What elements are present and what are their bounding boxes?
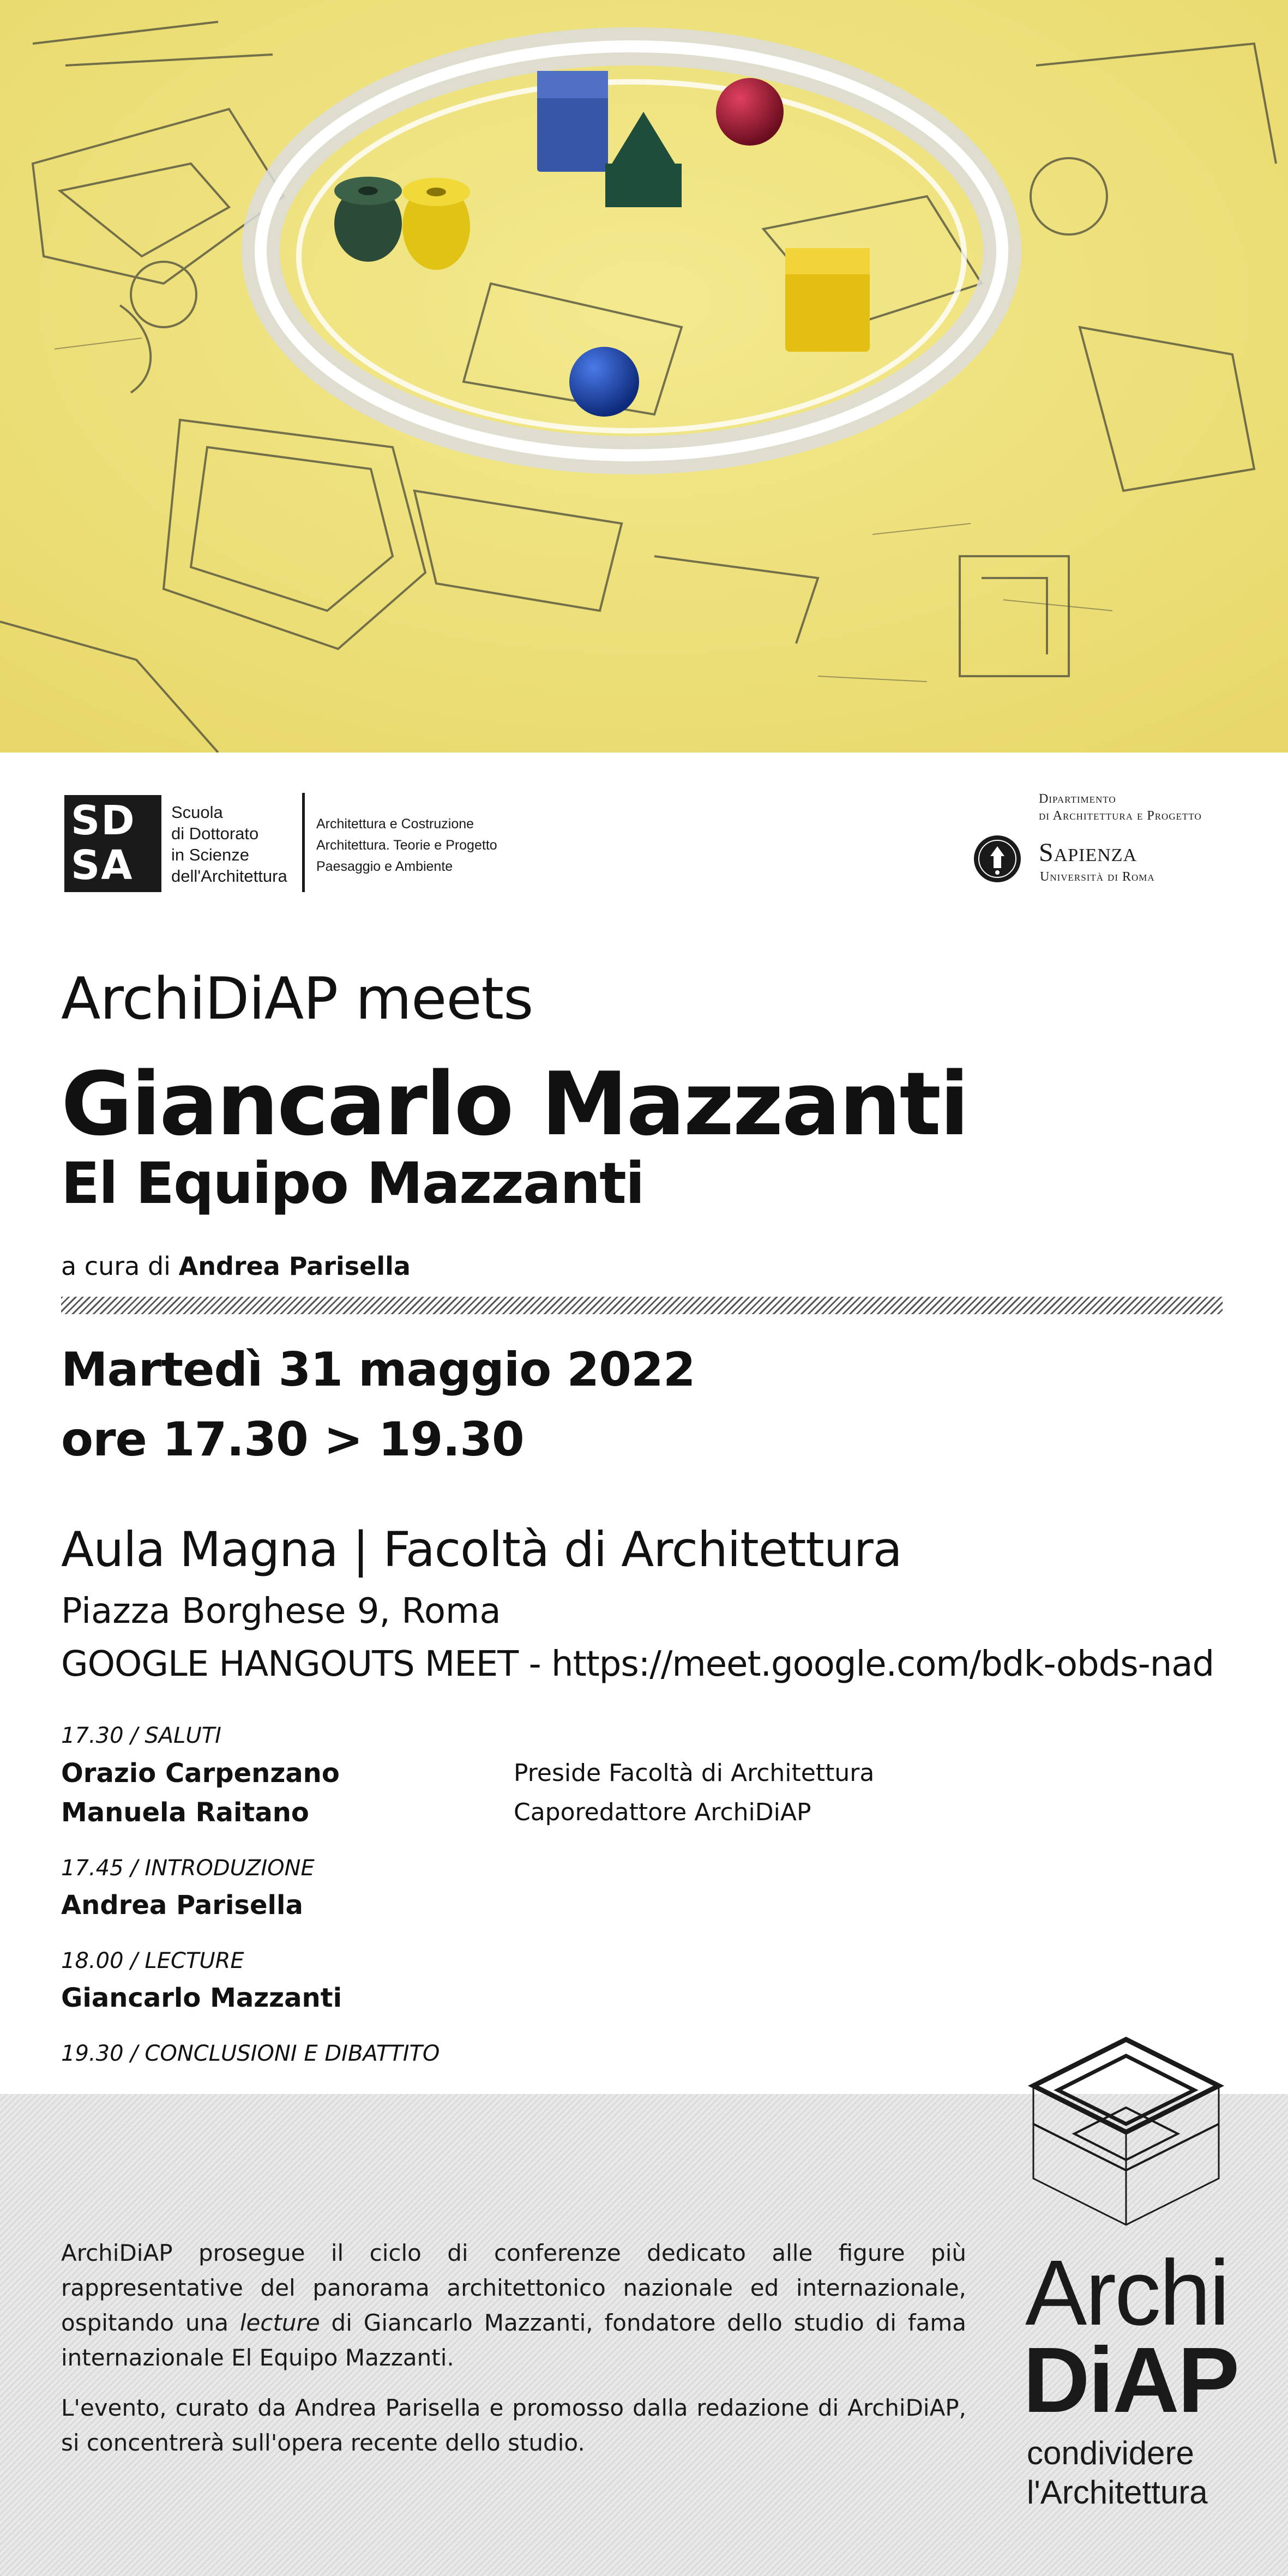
- school-name-line: in Scienze: [171, 845, 250, 864]
- event-time: ore 17.30 > 19.30: [61, 1412, 524, 1467]
- sdsa-logo: [64, 795, 161, 892]
- programme-person: Orazio Carpenzano: [61, 1758, 340, 1789]
- series-title: ArchiDiAP meets: [61, 965, 533, 1032]
- description-paragraph: L'evento, curato da Andrea Parisella e promosso dalla redazione di ArchiDiAP, si concentrerà sull'opera recente dello studio.: [61, 2394, 966, 2456]
- event-description: [61, 2236, 966, 2476]
- department-line: Dipartimento: [1039, 792, 1116, 806]
- programme-role: Caporedattore ArchiDiAP: [514, 1798, 811, 1826]
- speaker-title: Giancarlo Mazzanti: [61, 1053, 968, 1155]
- school-area-line: Paesaggio e Ambiente: [316, 859, 453, 874]
- archidiap-logo-tagline1: condividere: [1027, 2435, 1194, 2471]
- archidiap-logo-word2: DiAP: [1023, 2328, 1238, 2432]
- hero-photo: [0, 0, 1288, 753]
- description-text: ArchiDiAP prosegue il ciclo di conferenze dedicato alle figure più rappresentative del panorama architettonico nazionale ed internazionale, ospitando una: [61, 2240, 966, 2336]
- school-name-line: di Dottorato: [171, 824, 259, 843]
- event-venue: Aula Magna | Facoltà di Architettura: [61, 1521, 902, 1578]
- school-area-line: Architettura. Teorie e Progetto: [316, 838, 497, 853]
- sdsa-logo-line2: SA: [71, 842, 134, 889]
- programme-slot: 19.30 / CONCLUSIONI E DIBATTITO: [61, 2041, 440, 2066]
- school-name-line: Scuola: [171, 803, 223, 822]
- curator-name: Andrea Parisella: [178, 1251, 411, 1281]
- event-address: Piazza Borghese 9, Roma: [61, 1591, 501, 1632]
- studio-subtitle: El Equipo Mazzanti: [61, 1150, 644, 1217]
- sdsa-logo-line1: SD: [71, 797, 136, 844]
- school-area-line: Architettura e Costruzione: [316, 816, 474, 832]
- description-text: di Giancarlo Mazzanti, fondatore dello studio di fama internazionale El Equipo Mazzanti.: [61, 2309, 966, 2371]
- curator-prefix: a cura di: [61, 1251, 179, 1281]
- programme-slot: 17.45 / INTRODUZIONE: [61, 1856, 315, 1881]
- department-line: di Architettura e Progetto: [1039, 809, 1202, 823]
- online-meeting-link[interactable]: GOOGLE HANGOUTS MEET - https://meet.google.com/bdk-obds-nad: [61, 1644, 1214, 1684]
- curator-line: [61, 1250, 411, 1283]
- description-emphasis: lecture: [239, 2309, 320, 2336]
- archidiap-cube-icon: [1025, 2031, 1227, 2233]
- archidiap-logo-word1: Archi: [1025, 2241, 1229, 2345]
- archidiap-logo-tagline2: l'Architettura: [1027, 2474, 1208, 2511]
- university-subtitle: Università di Roma: [1040, 870, 1155, 884]
- logo-divider: [302, 793, 305, 892]
- sapienza-seal-icon: [973, 834, 1022, 883]
- programme-person: Andrea Parisella: [61, 1890, 303, 1921]
- programme-slot: 17.30 / SALUTI: [61, 1723, 221, 1748]
- programme-person: Giancarlo Mazzanti: [61, 1983, 342, 2013]
- programme-person: Manuela Raitano: [61, 1797, 309, 1828]
- description-paragraph: [61, 2236, 966, 2375]
- university-name: Sapienza: [1039, 838, 1137, 867]
- hatched-divider: [61, 1297, 1223, 1314]
- event-date: Martedì 31 maggio 2022: [61, 1343, 695, 1397]
- school-name-line: dell'Architettura: [171, 866, 287, 886]
- school-areas: [316, 814, 497, 877]
- programme-role: Preside Facoltà di Architettura: [514, 1759, 875, 1787]
- department-name: [1039, 791, 1202, 824]
- school-name: [171, 802, 287, 887]
- programme-slot: 18.00 / LECTURE: [61, 1948, 244, 1973]
